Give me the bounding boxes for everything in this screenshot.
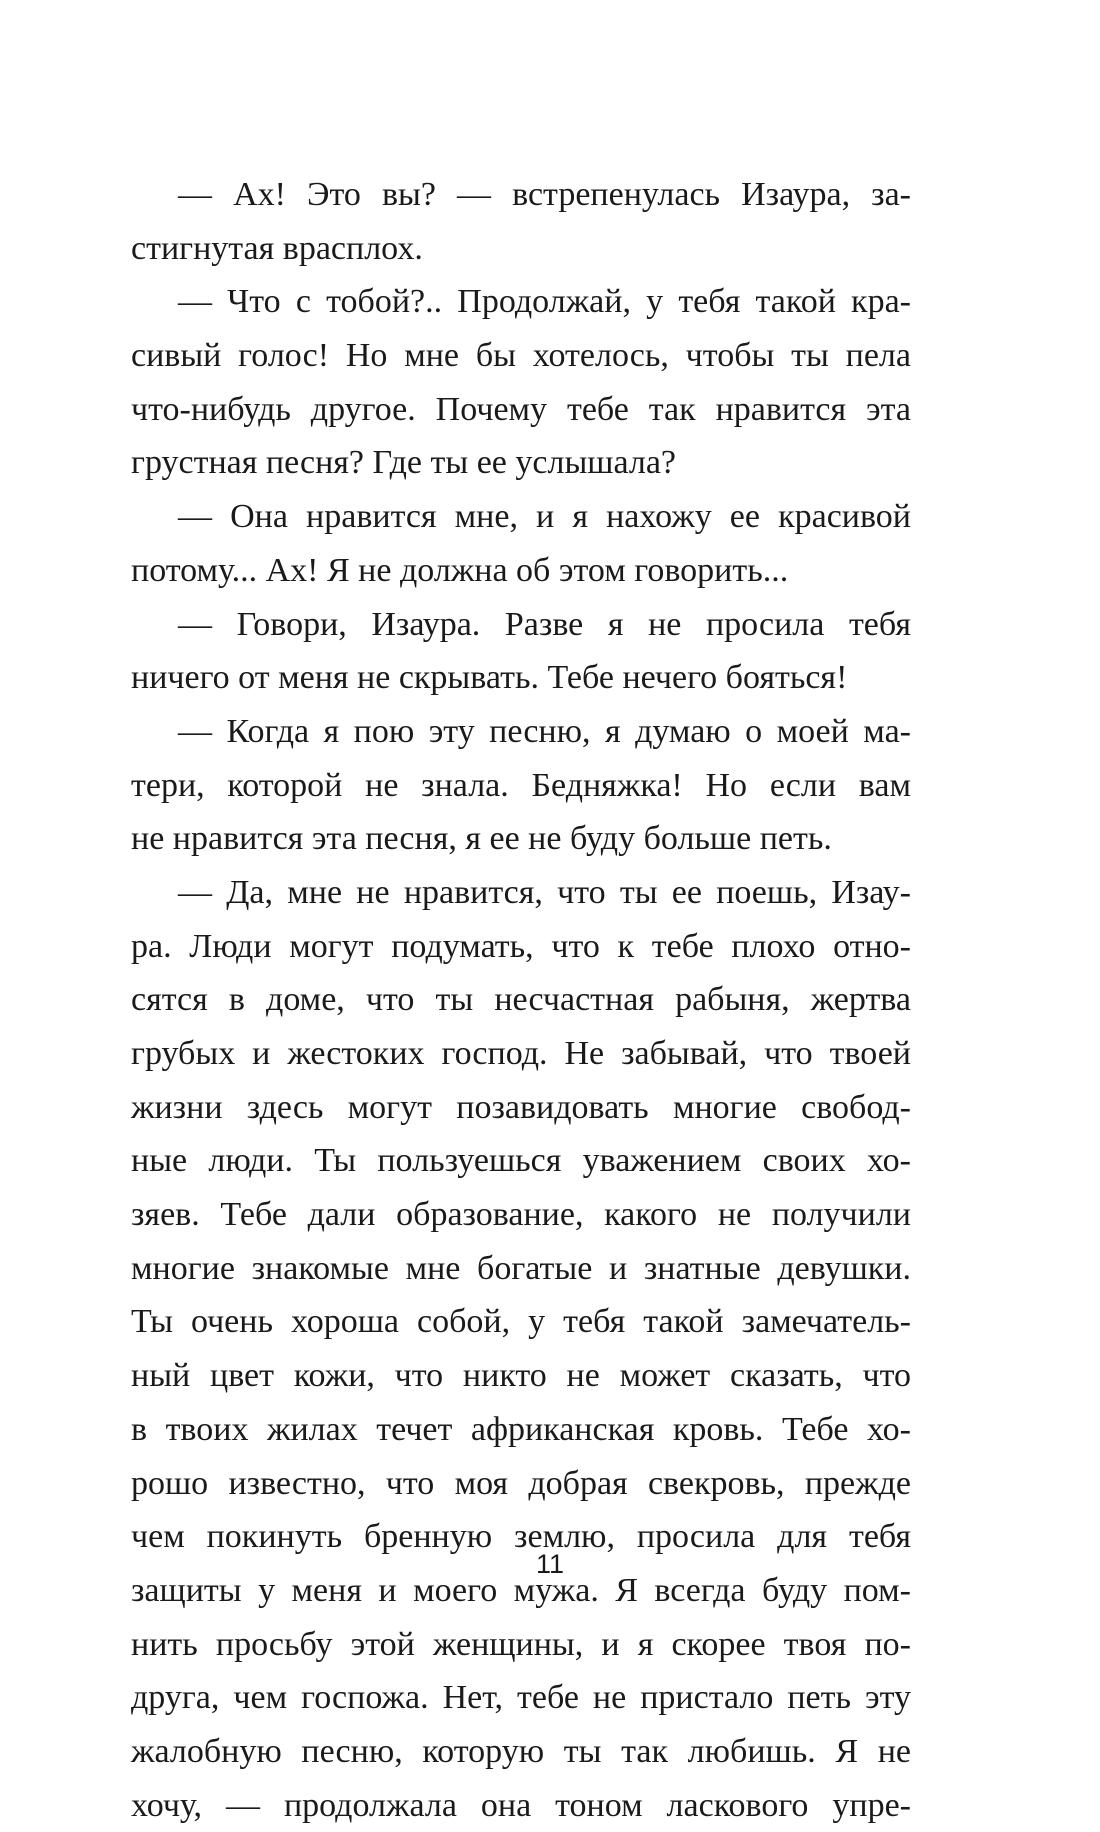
- text-line: — Что с тобой?.. Продолжай, у тебя такой кра-: [178, 283, 911, 321]
- text-line: жалобную песню, которую ты так любишь. Я не: [131, 1732, 911, 1770]
- text-line: потому... Ах! Я не должна об этом говорить...: [131, 551, 789, 589]
- text-line: сятся в доме, что ты несчастная рабыня, жертва: [131, 981, 911, 1019]
- page-number: 11: [535, 1549, 565, 1579]
- text-line: ничего от меня не скрывать. Тебе нечего бояться!: [131, 659, 848, 697]
- text-line: что-нибудь другое. Почему тебе так нравится эта: [131, 390, 911, 428]
- text-line: грубых и жестоких господ. Не забывай, что твоей: [131, 1035, 911, 1072]
- text-line: зяев. Тебе дали образование, какого не получили: [131, 1196, 911, 1234]
- text-line: — Она нравится мне, и я нахожу ее красивой: [178, 498, 911, 536]
- text-line: Ты очень хороша собой, у тебя такой замечатель-: [131, 1303, 911, 1341]
- text-line: не нравится эта песня, я ее не буду больше петь.: [131, 820, 832, 858]
- text-line: нить просьбу этой женщины, и я скорее твоя по-: [131, 1625, 911, 1663]
- text-line: — Говори, Изаура. Разве я не просила тебя: [178, 605, 911, 643]
- text-line: чем покинуть бренную землю, просила для тебя: [131, 1518, 911, 1556]
- text-line: — Да, мне не нравится, что ты ее поешь, Изау-: [178, 873, 911, 911]
- text-line: ные люди. Ты пользуешься уважением своих хо-: [131, 1142, 911, 1180]
- text-line: грустная песня? Где ты ее услышала?: [131, 444, 677, 482]
- text-line: — Ах! Это вы? — встрепенулась Изаура, за-: [178, 176, 911, 213]
- body-text: [131, 168, 911, 1832]
- text-line: хочу, — продолжала она тоном ласкового упре-: [131, 1786, 911, 1824]
- text-line: в твоих жилах течет африканская кровь. Тебе хо-: [131, 1410, 911, 1448]
- text-line: тери, которой не знала. Бедняжка! Но если вам: [131, 766, 911, 804]
- text-line: стигнутая врасплох.: [131, 229, 423, 267]
- text-line: рошо известно, что моя добрая свекровь, прежде: [131, 1464, 911, 1502]
- text-line: — Когда я пою эту песню, я думаю о моей ма-: [178, 712, 911, 750]
- text-line: сивый голос! Но мне бы хотелось, чтобы ты пела: [131, 337, 911, 375]
- text-line: защиты у меня и моего мужа. Я всегда буду пом-: [131, 1571, 911, 1609]
- text-line: ный цвет кожи, что никто не может сказать, что: [131, 1357, 911, 1395]
- text-line: жизни здесь могут позавидовать многие свобод-: [131, 1088, 911, 1126]
- text-line: друга, чем госпожа. Нет, тебе не пристало петь эту: [131, 1679, 911, 1717]
- text-line: ра. Люди могут подумать, что к тебе плохо отно-: [131, 927, 911, 965]
- text-line: многие знакомые мне богатые и знатные девушки.: [131, 1249, 911, 1287]
